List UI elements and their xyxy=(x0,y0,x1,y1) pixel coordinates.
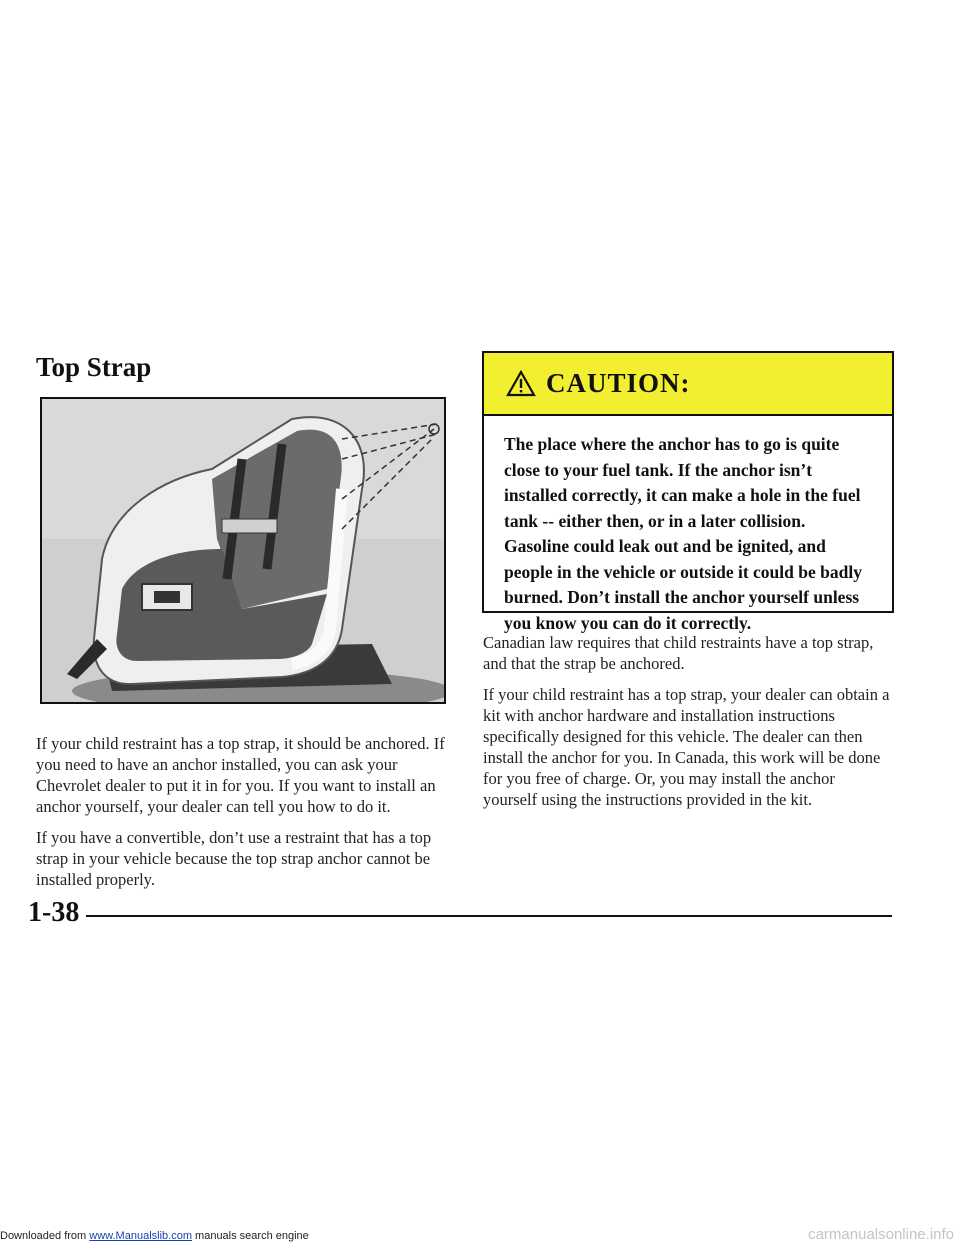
section-title: Top Strap xyxy=(36,352,152,382)
paragraph-canadian-law: Canadian law requires that child restraints have a top strap, and that the strap be anchored. xyxy=(483,633,874,673)
child-seat-illustration xyxy=(40,397,446,704)
page-number: 1-38 xyxy=(28,897,80,928)
manualslib-link[interactable]: www.Manualslib.com xyxy=(89,1230,192,1242)
caution-header xyxy=(484,353,892,416)
right-column-text xyxy=(483,632,893,820)
download-footer xyxy=(0,1230,309,1242)
left-column-text xyxy=(36,733,450,900)
footer-rule xyxy=(86,915,892,917)
caution-title: CAUTION: xyxy=(546,368,691,398)
paragraph-anchor-instructions: If your child restraint has a top strap, it should be anchored. If you need to have an anchor installed, you can ask your Chevrolet dealer to put it in for you. If you want to install an anchor yourself, your dealer can tell you how to do it. xyxy=(36,734,445,816)
caution-box xyxy=(482,351,894,633)
child-seat-drawing xyxy=(42,399,444,702)
paragraph-convertible-warning: If you have a convertible, don’t use a restraint that has a top strap in your vehicle because the top strap anchor cannot be installed properly. xyxy=(36,828,432,889)
footer-prefix: Downloaded from xyxy=(0,1230,90,1242)
watermark: carmanualsonline.info xyxy=(808,1226,954,1243)
footer-suffix: manuals search engine xyxy=(191,1230,309,1242)
caution-text: The place where the anchor has to go is quite close to your fuel tank. If the anchor isn’t installed correctly, it can make a hole in the fuel tank -- either then, or in a later collision. Gasoline could leak out and be ignited, and people in the vehicle or outside it could be badly burned. Don’t install the anchor yourself unless you know you can do it correctly. xyxy=(504,434,862,633)
paragraph-dealer-kit: If your child restraint has a top strap, your dealer can obtain a kit with anchor hardware and installation instructions specifically designed for this vehicle. The dealer can then install the anchor for you. In Canada, this work will be done for you free of charge. Or, you may install the anchor yourself using the instructions provided in the kit. xyxy=(483,685,890,809)
warning-triangle-icon xyxy=(506,370,536,397)
